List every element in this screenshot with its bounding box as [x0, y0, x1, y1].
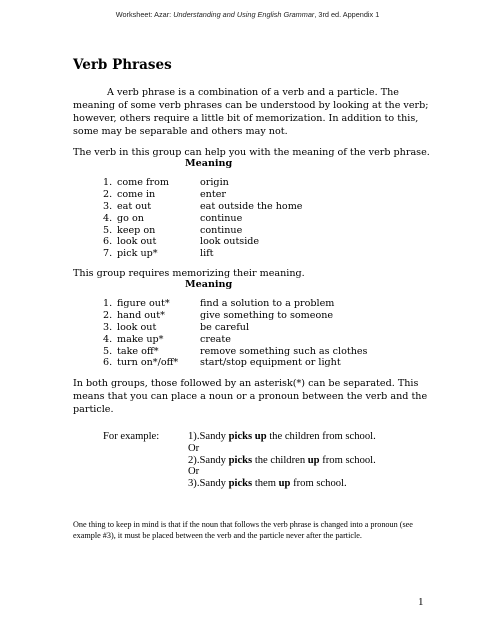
example-or-1: Or [188, 442, 200, 454]
example-label: For example: [103, 431, 160, 442]
ex3-text: 3).Sandy [188, 478, 229, 490]
ex2-text: 2).Sandy [188, 454, 229, 466]
verb-phrase: pick up* [117, 248, 158, 260]
page-number: 1 [418, 596, 424, 608]
group2-list [103, 298, 403, 369]
list-item [103, 201, 403, 213]
item-number: 6. [103, 357, 113, 369]
ex3-particle: up [278, 478, 291, 490]
list-item [103, 334, 403, 346]
ex1-verb-phrase: picks up [228, 431, 267, 442]
verb-meaning: be careful [200, 321, 250, 333]
ex3-rest: from school. [290, 478, 347, 490]
group1-list [103, 177, 403, 260]
verb-phrase: look out [117, 321, 157, 333]
intro-paragraph: A verb phrase is a combination of a verb and a particle. The meaning of some verb phrases can be understood by looking at the verb; however, others require a little bit of memorization. In addition to this, some may be separable and others may not. [73, 87, 429, 137]
item-number: 3. [103, 200, 113, 212]
verb-phrase: make up* [117, 333, 164, 345]
group2-meaning-header: Meaning [185, 279, 233, 290]
verb-meaning: lift [200, 248, 214, 260]
item-number: 5. [103, 345, 113, 357]
verb-phrase: turn on*/off* [117, 357, 179, 369]
example-sentence-1 [188, 431, 448, 443]
item-number: 2. [103, 309, 113, 321]
ex2-rest: from school. [319, 454, 376, 466]
list-item [103, 310, 403, 322]
ex2-verb: picks [228, 454, 253, 466]
verb-meaning: look outside [200, 236, 260, 248]
list-item [103, 322, 403, 334]
item-number: 6. [103, 236, 113, 248]
item-number: 7. [103, 248, 113, 260]
verb-phrase: come in [117, 188, 156, 200]
ex1-text: 1).Sandy [188, 431, 229, 442]
verb-meaning: continue [200, 212, 243, 224]
example-sentence-2 [188, 455, 448, 467]
page-title: Verb Phrases [73, 57, 172, 73]
verb-meaning: find a solution to a problem [200, 298, 335, 309]
header-book-title: Understanding and Using English Grammar [173, 10, 315, 19]
item-number: 1. [103, 298, 113, 309]
closing-note: One thing to keep in mind is that if the noun that follows the verb phrase is changed into a pronoun (see example #3), it must be placed between the verb and the particle never after the particle. [73, 520, 413, 541]
verb-meaning: origin [200, 177, 229, 188]
item-number: 5. [103, 224, 113, 236]
header-suffix: , 3rd ed. Appendix 1 [314, 10, 380, 19]
item-number: 1. [103, 177, 113, 188]
verb-meaning: eat outside the home [200, 200, 303, 212]
item-number: 3. [103, 321, 113, 333]
verb-meaning: remove something such as clothes [200, 345, 368, 357]
list-item [103, 213, 403, 225]
verb-phrase: go on [117, 212, 144, 224]
list-item [103, 225, 403, 237]
verb-phrase: take off* [117, 345, 159, 357]
item-number: 2. [103, 188, 113, 200]
list-item [103, 298, 403, 310]
verb-meaning: create [200, 333, 231, 345]
verb-meaning: continue [200, 224, 243, 236]
ex1-rest: the children from school. [266, 431, 376, 442]
verb-phrase: look out [117, 236, 157, 248]
verb-phrase: keep on [117, 224, 156, 236]
group1-meaning-header: Meaning [185, 158, 233, 169]
list-item [103, 357, 403, 369]
list-item [103, 248, 403, 260]
verb-phrase: figure out* [117, 298, 170, 309]
verb-phrase: come from [117, 177, 169, 188]
header-prefix: Worksheet: Azar: [115, 10, 174, 19]
ex3-object: them [252, 478, 279, 490]
verb-meaning: give something to someone [200, 309, 334, 321]
example-or-2: Or [188, 466, 200, 478]
verb-phrase: eat out [117, 200, 152, 212]
ex3-verb: picks [228, 478, 253, 490]
verb-phrase: hand out* [117, 309, 165, 321]
page-header [0, 10, 495, 19]
ex2-particle: up [307, 454, 320, 466]
verb-meaning: start/stop equipment or light [200, 357, 341, 369]
item-number: 4. [103, 212, 113, 224]
ex2-object: the children [252, 454, 308, 466]
list-item [103, 236, 403, 248]
example-lines [188, 431, 448, 490]
separable-note: In both groups, those followed by an asterisk(*) can be separated. This means that you can place a noun or a pronoun between the verb and the particle. [73, 378, 428, 415]
list-item [103, 189, 403, 201]
group1-lead: The verb in this group can help you with the meaning of the verb phrase. [73, 147, 430, 158]
list-item [103, 346, 403, 358]
group2-lead: This group requires memorizing their meaning. [73, 268, 305, 279]
example-sentence-3 [188, 478, 448, 490]
item-number: 4. [103, 333, 113, 345]
list-item [103, 177, 403, 189]
verb-meaning: enter [200, 188, 226, 200]
